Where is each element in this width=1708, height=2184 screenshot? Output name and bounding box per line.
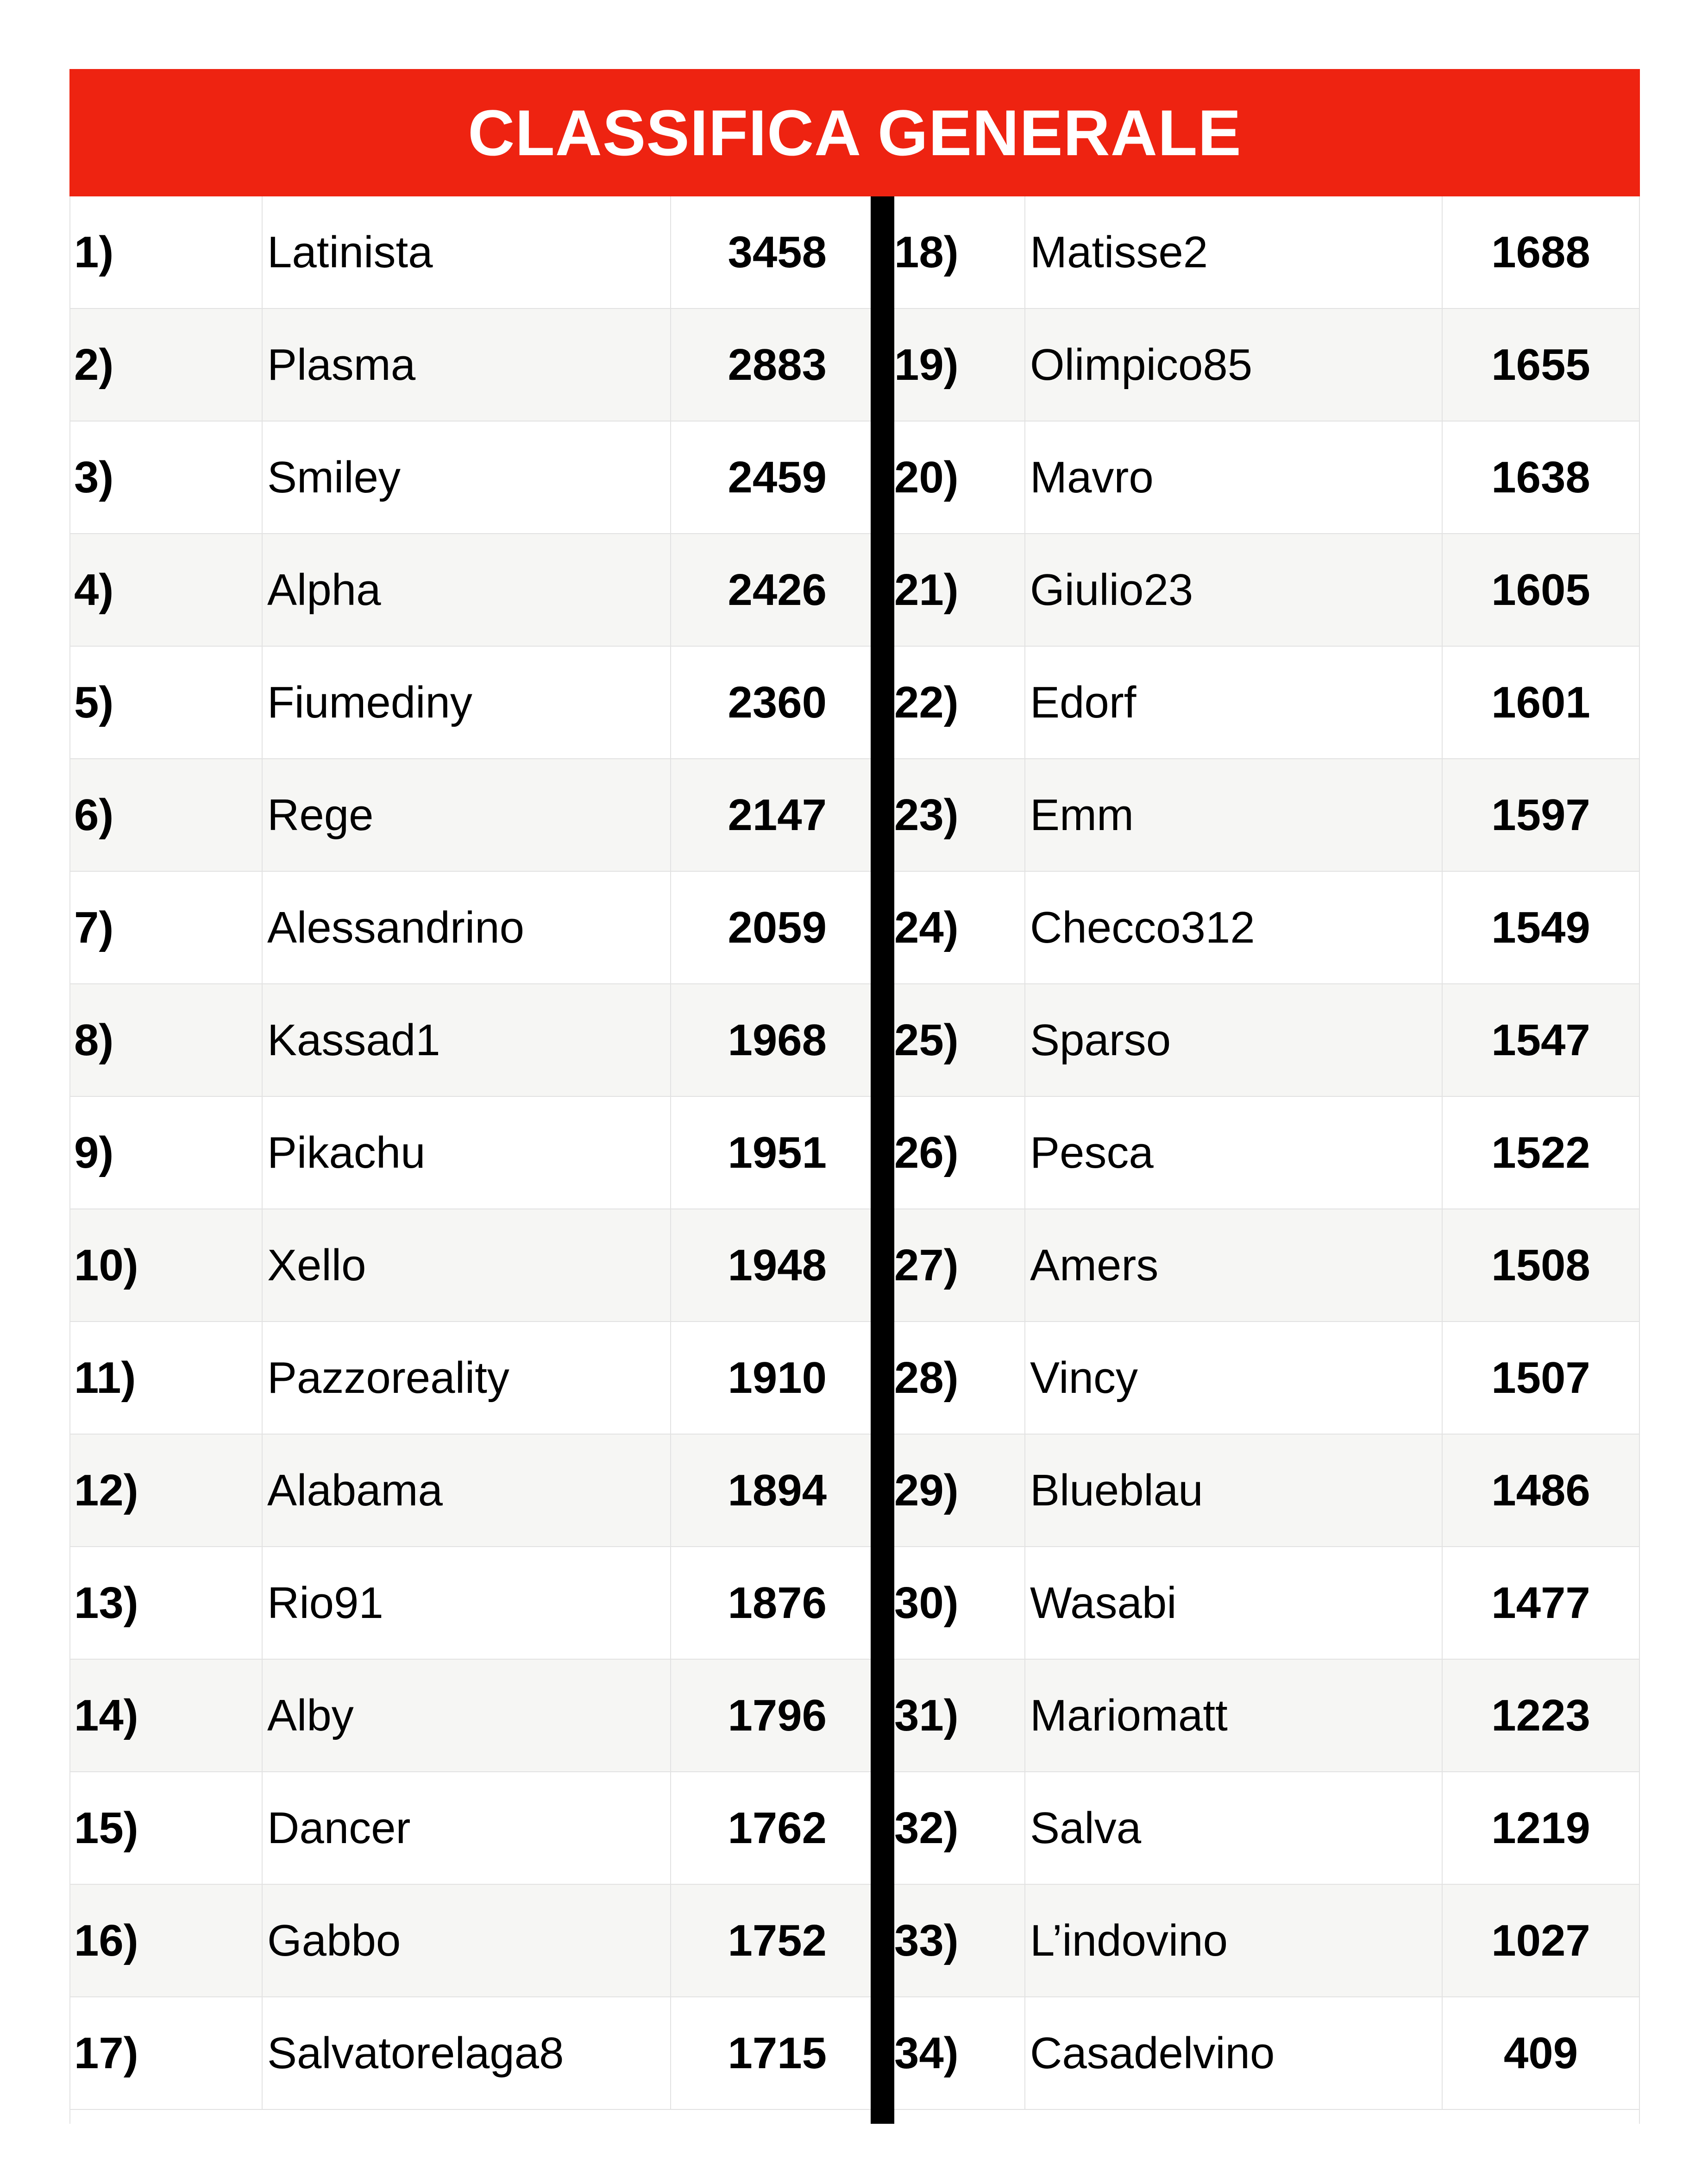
table-row xyxy=(69,1435,871,1547)
standings-header xyxy=(69,69,1640,196)
table-row xyxy=(69,1322,871,1435)
player-name-cell: Plasma xyxy=(263,309,671,421)
player-name-cell: Gabbo xyxy=(263,1885,671,1996)
score-cell: 3458 xyxy=(728,227,827,277)
player-name-cell: Alpha xyxy=(263,534,671,646)
table-row xyxy=(894,1997,1640,2110)
standings-column-left xyxy=(69,196,871,2124)
score-cell: 1796 xyxy=(728,1690,827,1740)
table-row xyxy=(69,1660,871,1772)
player-name-cell: Blueblau xyxy=(1025,1435,1443,1546)
score-cell: 2360 xyxy=(728,677,827,727)
player-name-cell: Olimpico85 xyxy=(1025,309,1443,421)
table-row xyxy=(69,1772,871,1885)
score-cell: 1876 xyxy=(728,1578,827,1628)
player-name-cell: Pesca xyxy=(1025,1097,1443,1208)
rank-cell: 13) xyxy=(69,1547,263,1659)
score-cell: 1507 xyxy=(1443,1322,1640,1434)
rank-cell: 34) xyxy=(894,1997,1025,2109)
table-row xyxy=(69,534,871,647)
table-row xyxy=(69,1547,871,1660)
score-cell: 1027 xyxy=(1443,1885,1640,1996)
player-name-cell: Salvatorelaga8 xyxy=(263,1997,671,2109)
player-name-cell: Kassad1 xyxy=(263,984,671,1096)
table-row xyxy=(69,1997,871,2110)
score-cell: 1948 xyxy=(728,1240,827,1290)
score-cell: 1894 xyxy=(728,1465,827,1515)
rank-cell: 7) xyxy=(69,872,263,983)
rank-cell: 23) xyxy=(894,759,1025,871)
player-name-cell: Pikachu xyxy=(263,1097,671,1208)
score-cell: 1605 xyxy=(1443,534,1640,646)
standings-column-right xyxy=(894,196,1640,2124)
rank-cell: 27) xyxy=(894,1209,1025,1321)
score-cell: 1549 xyxy=(1443,872,1640,983)
score-cell: 1638 xyxy=(1443,422,1640,533)
table-row xyxy=(894,1772,1640,1885)
rank-cell: 16) xyxy=(69,1885,263,1996)
score-cell: 1477 xyxy=(1443,1547,1640,1659)
player-name-cell: Emm xyxy=(1025,759,1443,871)
table-row xyxy=(69,1097,871,1209)
rank-cell: 20) xyxy=(894,422,1025,533)
player-name-cell: Wasabi xyxy=(1025,1547,1443,1659)
player-name-cell: Dancer xyxy=(263,1772,671,1884)
rank-cell: 17) xyxy=(69,1997,263,2109)
rank-cell: 5) xyxy=(69,647,263,758)
player-name-cell: Amers xyxy=(1025,1209,1443,1321)
table-row xyxy=(69,647,871,759)
rank-cell: 19) xyxy=(894,309,1025,421)
rank-cell: 30) xyxy=(894,1547,1025,1659)
player-name-cell: Salva xyxy=(1025,1772,1443,1884)
table-row xyxy=(894,309,1640,422)
table-row xyxy=(894,1097,1640,1209)
rank-cell: 32) xyxy=(894,1772,1025,1884)
player-name-cell: Mariomatt xyxy=(1025,1660,1443,1771)
table-row xyxy=(894,1322,1640,1435)
table-row xyxy=(894,984,1640,1097)
rank-cell: 33) xyxy=(894,1885,1025,1996)
table-row xyxy=(894,1547,1640,1660)
table-row xyxy=(69,984,871,1097)
table-row xyxy=(69,1885,871,1997)
score-cell: 2147 xyxy=(728,790,827,840)
rank-cell: 4) xyxy=(69,534,263,646)
table-row xyxy=(894,1209,1640,1322)
score-cell: 2426 xyxy=(728,565,827,615)
rank-cell: 22) xyxy=(894,647,1025,758)
rank-cell: 21) xyxy=(894,534,1025,646)
score-cell: 1601 xyxy=(1443,647,1640,758)
score-cell: 1547 xyxy=(1443,984,1640,1096)
table-row xyxy=(894,1660,1640,1772)
player-name-cell: Mavro xyxy=(1025,422,1443,533)
table-row xyxy=(69,759,871,872)
score-cell: 1522 xyxy=(1443,1097,1640,1208)
score-cell: 1715 xyxy=(728,2028,827,2078)
score-cell: 1910 xyxy=(728,1353,827,1403)
table-row xyxy=(894,422,1640,534)
rank-cell: 15) xyxy=(69,1772,263,1884)
score-cell: 1486 xyxy=(1443,1435,1640,1546)
rank-cell: 8) xyxy=(69,984,263,1096)
player-name-cell: Xello xyxy=(263,1209,671,1321)
table-row xyxy=(69,1209,871,1322)
table-row xyxy=(894,1435,1640,1547)
rank-cell: 2) xyxy=(69,309,263,421)
score-cell: 1688 xyxy=(1443,196,1640,308)
table-row xyxy=(894,534,1640,647)
score-cell: 1762 xyxy=(728,1803,827,1853)
player-name-cell: Casadelvino xyxy=(1025,1997,1443,2109)
rank-cell: 9) xyxy=(69,1097,263,1208)
player-name-cell: Rege xyxy=(263,759,671,871)
rank-cell: 28) xyxy=(894,1322,1025,1434)
score-cell: 1752 xyxy=(728,1915,827,1965)
rank-cell: 10) xyxy=(69,1209,263,1321)
player-name-cell: Fiumediny xyxy=(263,647,671,758)
player-name-cell: Smiley xyxy=(263,422,671,533)
rank-cell: 29) xyxy=(894,1435,1025,1546)
player-name-cell: Latinista xyxy=(263,196,671,308)
player-name-cell: Alessandrino xyxy=(263,872,671,983)
score-cell: 1968 xyxy=(728,1015,827,1065)
standings-table xyxy=(69,196,1640,2124)
table-row xyxy=(894,872,1640,984)
rank-cell: 24) xyxy=(894,872,1025,983)
player-name-cell: L’indovino xyxy=(1025,1885,1443,1996)
score-cell: 1223 xyxy=(1443,1660,1640,1771)
player-name-cell: Pazzoreality xyxy=(263,1322,671,1434)
column-divider xyxy=(871,196,894,2124)
table-row xyxy=(69,196,871,309)
player-name-cell: Alabama xyxy=(263,1435,671,1546)
rank-cell: 6) xyxy=(69,759,263,871)
rank-cell: 31) xyxy=(894,1660,1025,1771)
score-cell: 1508 xyxy=(1443,1209,1640,1321)
score-cell: 1219 xyxy=(1443,1772,1640,1884)
score-cell: 2883 xyxy=(728,340,827,390)
player-name-cell: Giulio23 xyxy=(1025,534,1443,646)
rank-cell: 12) xyxy=(69,1435,263,1546)
score-cell: 1597 xyxy=(1443,759,1640,871)
player-name-cell: Vincy xyxy=(1025,1322,1443,1434)
score-cell: 409 xyxy=(1443,1997,1640,2109)
rank-cell: 1) xyxy=(69,196,263,308)
table-row xyxy=(69,422,871,534)
score-cell: 1951 xyxy=(728,1127,827,1177)
standings-title: CLASSIFICA GENERALE xyxy=(468,96,1242,169)
rank-cell: 26) xyxy=(894,1097,1025,1208)
player-name-cell: Sparso xyxy=(1025,984,1443,1096)
table-row xyxy=(894,647,1640,759)
table-row xyxy=(894,196,1640,309)
rank-cell: 18) xyxy=(894,196,1025,308)
rank-cell: 25) xyxy=(894,984,1025,1096)
player-name-cell: Matisse2 xyxy=(1025,196,1443,308)
table-row xyxy=(69,872,871,984)
table-row xyxy=(69,309,871,422)
rank-cell: 3) xyxy=(69,422,263,533)
player-name-cell: Edorf xyxy=(1025,647,1443,758)
score-cell: 2459 xyxy=(728,452,827,502)
table-row xyxy=(894,759,1640,872)
player-name-cell: Rio91 xyxy=(263,1547,671,1659)
player-name-cell: Alby xyxy=(263,1660,671,1771)
table-row xyxy=(894,1885,1640,1997)
rank-cell: 11) xyxy=(69,1322,263,1434)
rank-cell: 14) xyxy=(69,1660,263,1771)
score-cell: 2059 xyxy=(728,902,827,952)
score-cell: 1655 xyxy=(1443,309,1640,421)
player-name-cell: Checco312 xyxy=(1025,872,1443,983)
